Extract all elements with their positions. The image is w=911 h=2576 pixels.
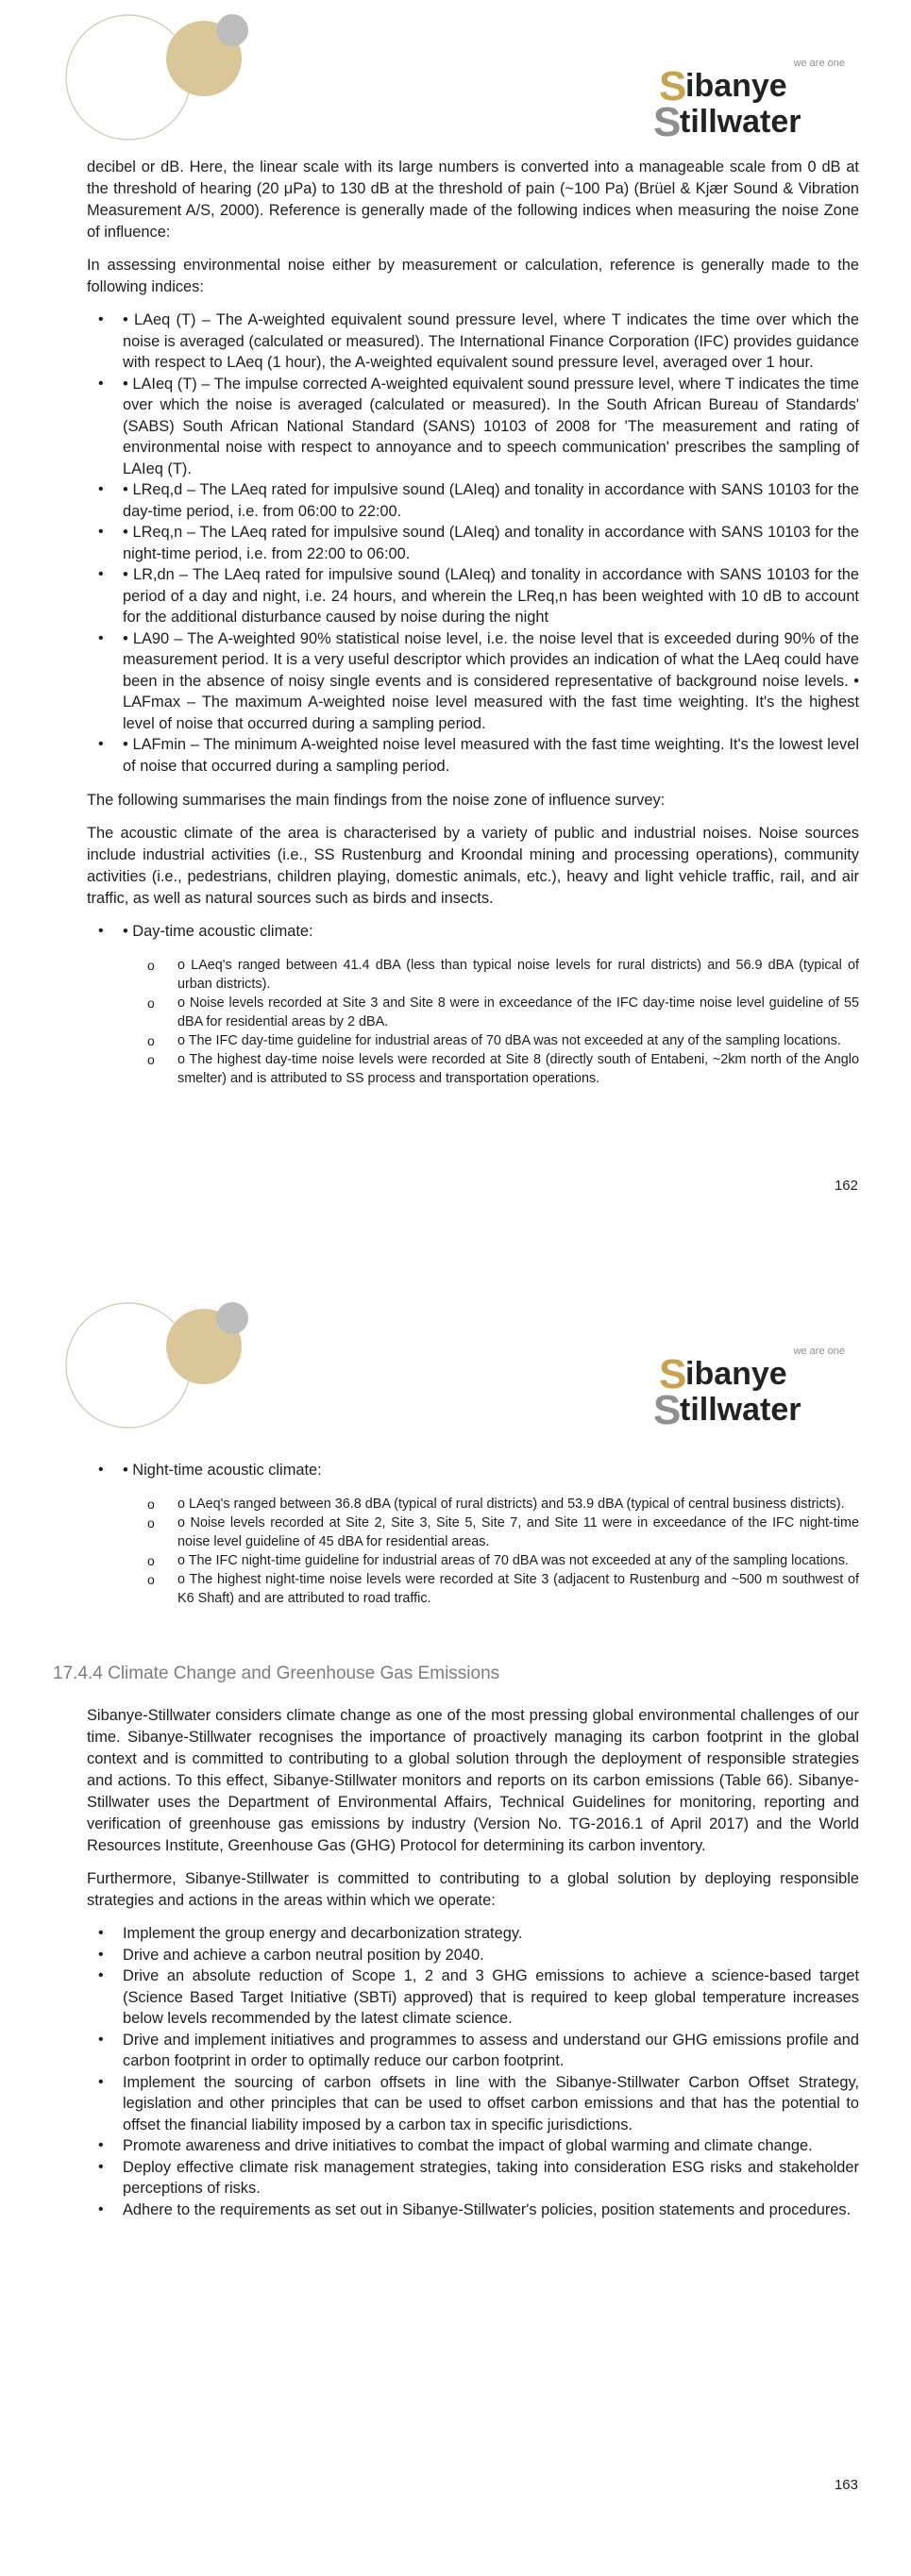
section-heading: 17.4.4 Climate Change and Greenhouse Gas Emissions (53, 1664, 500, 1683)
page-163-night-content (87, 1460, 859, 1608)
summary-lead: The following summarises the main findings from the noise zone of influence survey: (87, 792, 666, 809)
logo-tagline: we are one (793, 1346, 845, 1357)
list-item: • Drive and implement initiatives and programmes to assess and understand our GHG emissions profile and carbon footprint in order to optimally reduce our carbon footprint. (87, 2030, 859, 2072)
logo-name-line1: ibanye (685, 68, 787, 104)
climate-paragraph-1: Sibanye-Stillwater considers climate change as one of the most pressing global environmental challenges of our time. Sibanye-Stillwater recognises the importance of proactively managing its carbon footprint in the global context and is committed to contributing to a global solution through the deployment of responsible strategies and actions. To this effect, Sibanye-Stillwater monitors and reports on its carbon emissions (Table 66). Sibanye-Stillwater uses the Department of Environmental Affairs, Technical Guidelines for monitoring, reporting and verification of greenhouse gas emissions by industry (Version No. TG-2016.1 of April 2017) and the World Resources Institute, Greenhouse Gas (GHG) Protocol for determining its carbon inventory. (87, 1707, 859, 1854)
climate-commitments-list (87, 1923, 859, 2220)
page-162-content (87, 157, 859, 1088)
list-item: • Implement the sourcing of carbon offsets in line with the Sibanye-Stillwater Carbon Offset Strategy, legislation and other principles that can be used to offset carbon emissions and that has the potential to offset the financial liability imposed by a carbon tax in specific jurisdictions. (87, 2072, 859, 2136)
day-time-list (87, 921, 859, 943)
decorative-circles-graphic (62, 11, 261, 143)
logo-name-line2: tillwater (680, 1392, 801, 1428)
list-item: o o The highest day-time noise levels were recorded at Site 8 (directly south of Entabeni, ~2km north of the Anglo smelter) and is attributed to SS process and transportation operations. (87, 1050, 859, 1088)
svg-text:S: S (653, 1387, 682, 1428)
list-item: o o LAeq's ranged between 41.4 dBA (less than typical noise levels for rural districts) and 56.9 dBA (typical of urban districts). (87, 956, 859, 994)
list-item: • • LReq,n – The LAeq rated for impulsive sound (LAIeq) and tonality in accordance with SANS 10103 for the night-time period, i.e. from 22:00 to 06:00. (87, 522, 859, 564)
sibanye-stillwater-logo (651, 1343, 859, 1428)
list-item: • • LAFmin – The minimum A-weighted noise level measured with the fast time weighting. It's the lowest level of noise that occurred during a sampling period. (87, 734, 859, 777)
list-item: • • LAIeq (T) – The impulse corrected A-weighted equivalent sound pressure level, where T indicates the time over which the noise is averaged (calculated or measured). In the South African Bureau of Standards' (SABS) South African National Standard (SANS) 10103 of 2008 for 'The measurement and rating of environmental noise with respect to annoyance and to speech communication' prescribes the sampling of LAIeq (T). (87, 374, 859, 480)
list-item: o o LAeq's ranged between 36.8 dBA (typical of rural districts) and 53.9 dBA (typical of central business districts). (87, 1495, 859, 1514)
night-time-findings (87, 1495, 859, 1608)
list-item: o o The IFC night-time guideline for industrial areas of 70 dBA was not exceeded at any of the sampling locations. (87, 1551, 859, 1570)
climate-change-content (87, 1705, 859, 2220)
day-time-findings (87, 956, 859, 1088)
page-163 (0, 1288, 911, 2576)
list-item: o o The highest night-time noise levels were recorded at Site 3 (adjacent to Rustenburg and ~500 m southwest of K6 Shaft) and are attributed to road traffic. (87, 1570, 859, 1608)
list-item: o o Noise levels recorded at Site 3 and Site 8 were in exceedance of the IFC day-time noise level guideline of 55 dBA for residential areas by 2 dBA. (87, 994, 859, 1031)
svg-text:S: S (659, 63, 687, 109)
page-number: 163 (834, 2477, 858, 2493)
acoustic-climate-paragraph: The acoustic climate of the area is characterised by a variety of public and industrial noises. Noise sources include industrial activities (i.e., SS Rustenburg and Kroondal mining and processing operations), community activities (i.e., pedestrians, children playing, domestic animals, etc.), heavy and light vehicle traffic, rail, and air traffic, as well as natural sources such as birds and insects. (87, 825, 859, 907)
list-item: • • LA90 – The A-weighted 90% statistical noise level, i.e. the noise level that is exceeded during 90% of the measurement period. It is a very useful descriptor which provides an indication of what the LAeq could have been in the absence of noisy single events and is considered representative of background noise levels. • LAFmax – The maximum A-weighted noise level measured with the fast time weighting. It's the highest level of noise that occurred during a sampling period. (87, 628, 859, 735)
list-item: • Drive an absolute reduction of Scope 1, 2 and 3 GHG emissions to achieve a science-based target (Science Based Target Initiative (SBTi) approved) that is required to keep global temperature increases below levels recommended by the latest climate science. (87, 1965, 859, 2030)
list-item: • Adhere to the requirements as set out in Sibanye-Stillwater's policies, position statements and procedures. (87, 2200, 859, 2221)
sibanye-stillwater-logo (651, 55, 859, 140)
list-item: • Deploy effective climate risk management strategies, taking into consideration ESG risks and stakeholder perceptions of risks. (87, 2157, 859, 2200)
night-time-list (87, 1460, 859, 1481)
list-item: • Implement the group energy and decarbonization strategy. (87, 1923, 859, 1945)
list-item: • • LR,dn – The LAeq rated for impulsive sound (LAIeq) and tonality in accordance with SANS 10103 for the period of a day and night, i.e. 24 hours, and wherein the LReq,n has been weighted with 10 dB to account for the additional disturbance caused by noise during the night (87, 564, 859, 628)
list-item: • Drive and achieve a carbon neutral position by 2040. (87, 1945, 859, 1966)
svg-text:S: S (653, 99, 682, 140)
list-item: • • LAeq (T) – The A-weighted equivalent sound pressure level, where T indicates the time over which the noise is averaged (calculated or measured). The International Finance Corporation (IFC) provides guidance with respect to LAeq (1 hour), the A-weighted equivalent sound pressure level, averaged over 1 hour. (87, 309, 859, 374)
logo-name-line1: ibanye (685, 1356, 787, 1392)
svg-text:S: S (659, 1351, 687, 1397)
list-item: o o The IFC day-time guideline for industrial areas of 70 dBA was not exceeded at any of the sampling locations. (87, 1031, 859, 1050)
noise-indices-list (87, 309, 859, 777)
list-item: • Promote awareness and drive initiatives to combat the impact of global warming and climate change. (87, 2135, 859, 2157)
list-item: o o Noise levels recorded at Site 2, Site 3, Site 5, Site 7, and Site 11 were in exceedance of the IFC night-time noise level guideline of 45 dBA for residential areas. (87, 1514, 859, 1551)
logo-name-line2: tillwater (680, 104, 801, 140)
list-item: • • LReq,d – The LAeq rated for impulsive sound (LAIeq) and tonality in accordance with SANS 10103 for the day-time period, i.e. from 06:00 to 22:00. (87, 479, 859, 522)
climate-paragraph-2: Furthermore, Sibanye-Stillwater is committed to contributing to a global solution by deploying responsible strategies and actions in the areas within which we operate: (87, 1870, 859, 1909)
intro-paragraph: decibel or dB. Here, the linear scale with its large numbers is converted into a manageable scale from 0 dB at the threshold of hearing (20 μPa) to 130 dB at the threshold of pain (~100 Pa) (Brüel & Kjær Sound & Vibration Measurement A/S, 2000). Reference is generally made of the following indices when measuring the noise Zone of influence: (87, 159, 859, 241)
decorative-circles-graphic (62, 1299, 261, 1431)
day-time-label: • • Day-time acoustic climate: (87, 921, 859, 943)
logo-tagline: we are one (793, 58, 845, 69)
night-time-label: • • Night-time acoustic climate: (87, 1460, 859, 1481)
page-number: 162 (834, 1178, 858, 1194)
indices-lead: In assessing environmental noise either by measurement or calculation, reference is generally made to the following indices: (87, 257, 859, 295)
